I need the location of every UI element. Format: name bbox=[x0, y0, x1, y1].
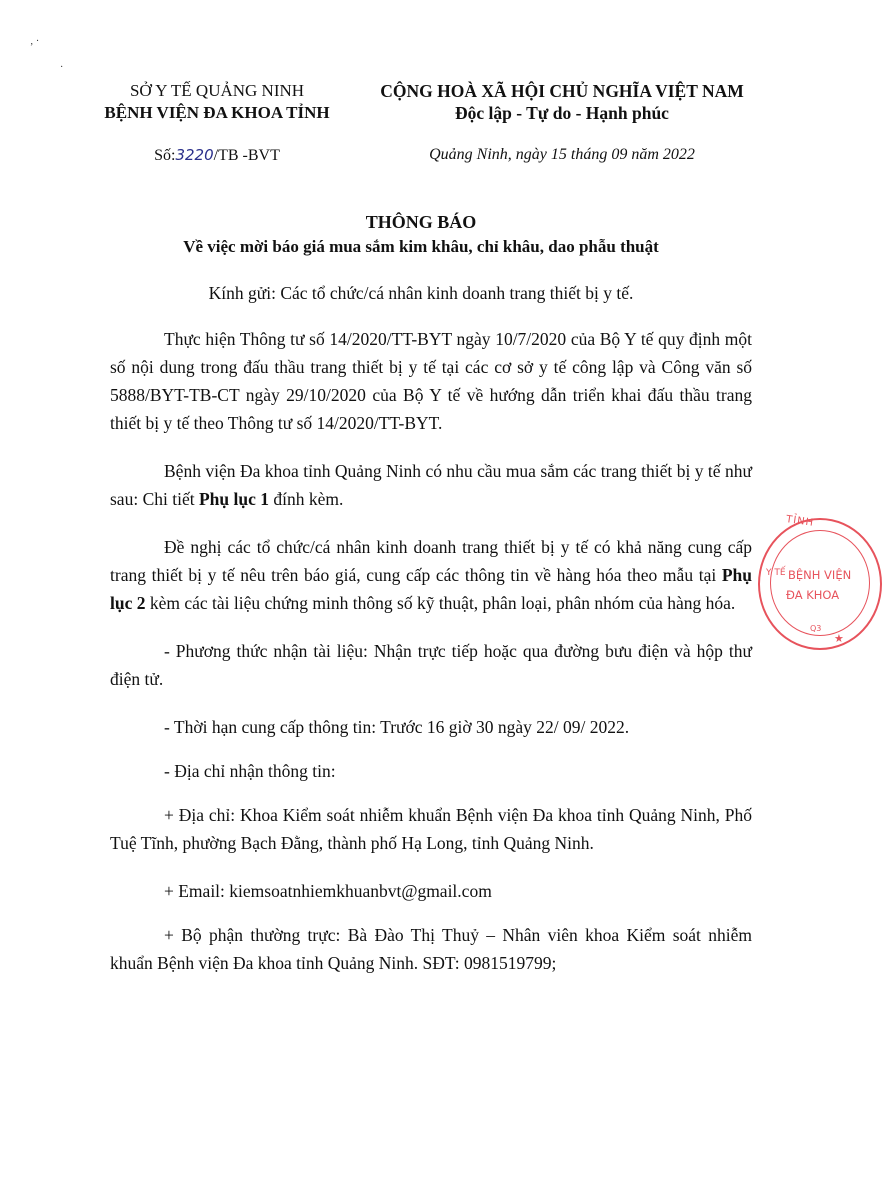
paragraph-legal-basis: Thực hiện Thông tư số 14/2020/TT-BYT ngày 10/7/2020 của Bộ Y tế quy định một số nội dung trong đấu thầu trang thiết bị y tế tại các cơ sở y tế công lập và Công văn số 5888/BYT-TB-CT ngày 29/10/2020 của Bộ Y tế về hướng dẫn triển khai đấu thầu trang thiết bị y tế theo Thông tư số 14/2020/TT-BYT. bbox=[110, 329, 752, 433]
stamp-line-1: BỆNH VIỆN bbox=[788, 568, 852, 582]
header-right bbox=[362, 80, 762, 124]
paragraph-contact: + Bộ phận thường trực: Bà Đào Thị Thuỷ – Nhân viên khoa Kiểm soát nhiễm khuẩn Bệnh viện Đa khoa tỉnh Quảng Ninh. SĐT: 0981519799; bbox=[110, 925, 752, 973]
paragraph-deadline: - Thời hạn cung cấp thông tin: Trước 16 giờ 30 ngày 22/ 09/ 2022. bbox=[164, 717, 630, 737]
document-number-suffix: /TB -BVT bbox=[213, 147, 280, 164]
paragraph-text: kèm các tài liệu chứng minh thông số kỹ thuật, phân loại, phân nhóm của hàng hóa. bbox=[145, 593, 736, 613]
document-number bbox=[82, 146, 352, 165]
paragraph-address: + Địa chỉ: Khoa Kiểm soát nhiễm khuẩn Bệnh viện Đa khoa tỉnh Quảng Ninh, Phố Tuệ Tĩnh, phường Bạch Đằng, thành phố Hạ Long, tỉnh Quảng Ninh. bbox=[110, 805, 752, 853]
recipient-line: Kính gửi: Các tổ chức/cá nhân kinh doanh trang thiết bị y tế. bbox=[208, 283, 634, 303]
appendix-1-reference: Phụ lục 1 bbox=[198, 489, 269, 509]
department-name: SỞ Y TẾ QUẢNG NINH bbox=[129, 81, 305, 100]
document-number-handwritten: 3220 bbox=[175, 146, 214, 164]
hospital-name: BỆNH VIỆN ĐA KHOA TỈNH bbox=[104, 103, 330, 122]
national-motto: Độc lập - Tự do - Hạnh phúc bbox=[455, 103, 669, 123]
paragraph-text: đính kèm. bbox=[268, 489, 344, 509]
document-title: THÔNG BÁO bbox=[365, 212, 477, 232]
paragraph-procurement-need bbox=[110, 457, 752, 513]
star-icon: ★ bbox=[834, 632, 844, 645]
document-body bbox=[110, 325, 752, 997]
paragraph-email: + Email: kiemsoatnhiemkhuanbvt@gmail.com bbox=[164, 881, 492, 901]
document-date: Quảng Ninh, ngày 15 tháng 09 năm 2022 bbox=[429, 146, 695, 163]
stamp-line-2: ĐA KHOA bbox=[786, 588, 840, 602]
stamp-inner-ring bbox=[770, 530, 870, 636]
document-subject: Về việc mời báo giá mua sắm kim khâu, chỉ khâu, dao phẫu thuật bbox=[183, 237, 659, 256]
stamp-top-text: TỈNH bbox=[785, 514, 815, 529]
country-name: CỘNG HOÀ XÃ HỘI CHỦ NGHĨA VIỆT NAM bbox=[380, 81, 744, 101]
scan-speck: · bbox=[60, 62, 64, 73]
paragraph-request bbox=[110, 533, 752, 617]
red-seal-stamp bbox=[758, 514, 882, 650]
scan-speck: ‚ · bbox=[30, 36, 40, 47]
appendix-2-reference: Phụ lục 2 bbox=[110, 565, 752, 613]
paragraph-text: Đề nghị các tổ chức/cá nhân kinh doanh trang thiết bị y tế có khả năng cung cấp trang thiết bị y tế nêu trên báo giá, cung cấp các thông tin về hàng hóa theo mẫu tại bbox=[110, 537, 752, 585]
stamp-bottom-text: Q3 bbox=[810, 624, 822, 633]
stamp-side-text: Y TẾ bbox=[766, 568, 786, 578]
paragraph-receipt-method: - Phương thức nhận tài liệu: Nhận trực tiếp hoặc qua đường bưu điện và hộp thư điện tử. bbox=[110, 641, 752, 689]
document-number-prefix: Số: bbox=[154, 147, 176, 164]
header-left bbox=[82, 80, 352, 124]
paragraph-address-heading: - Địa chỉ nhận thông tin: bbox=[164, 761, 336, 781]
paragraph-text: Bệnh viện Đa khoa tỉnh Quảng Ninh có nhu cầu mua sắm các trang thiết bị y tế như sau: Chi tiết bbox=[110, 461, 752, 509]
